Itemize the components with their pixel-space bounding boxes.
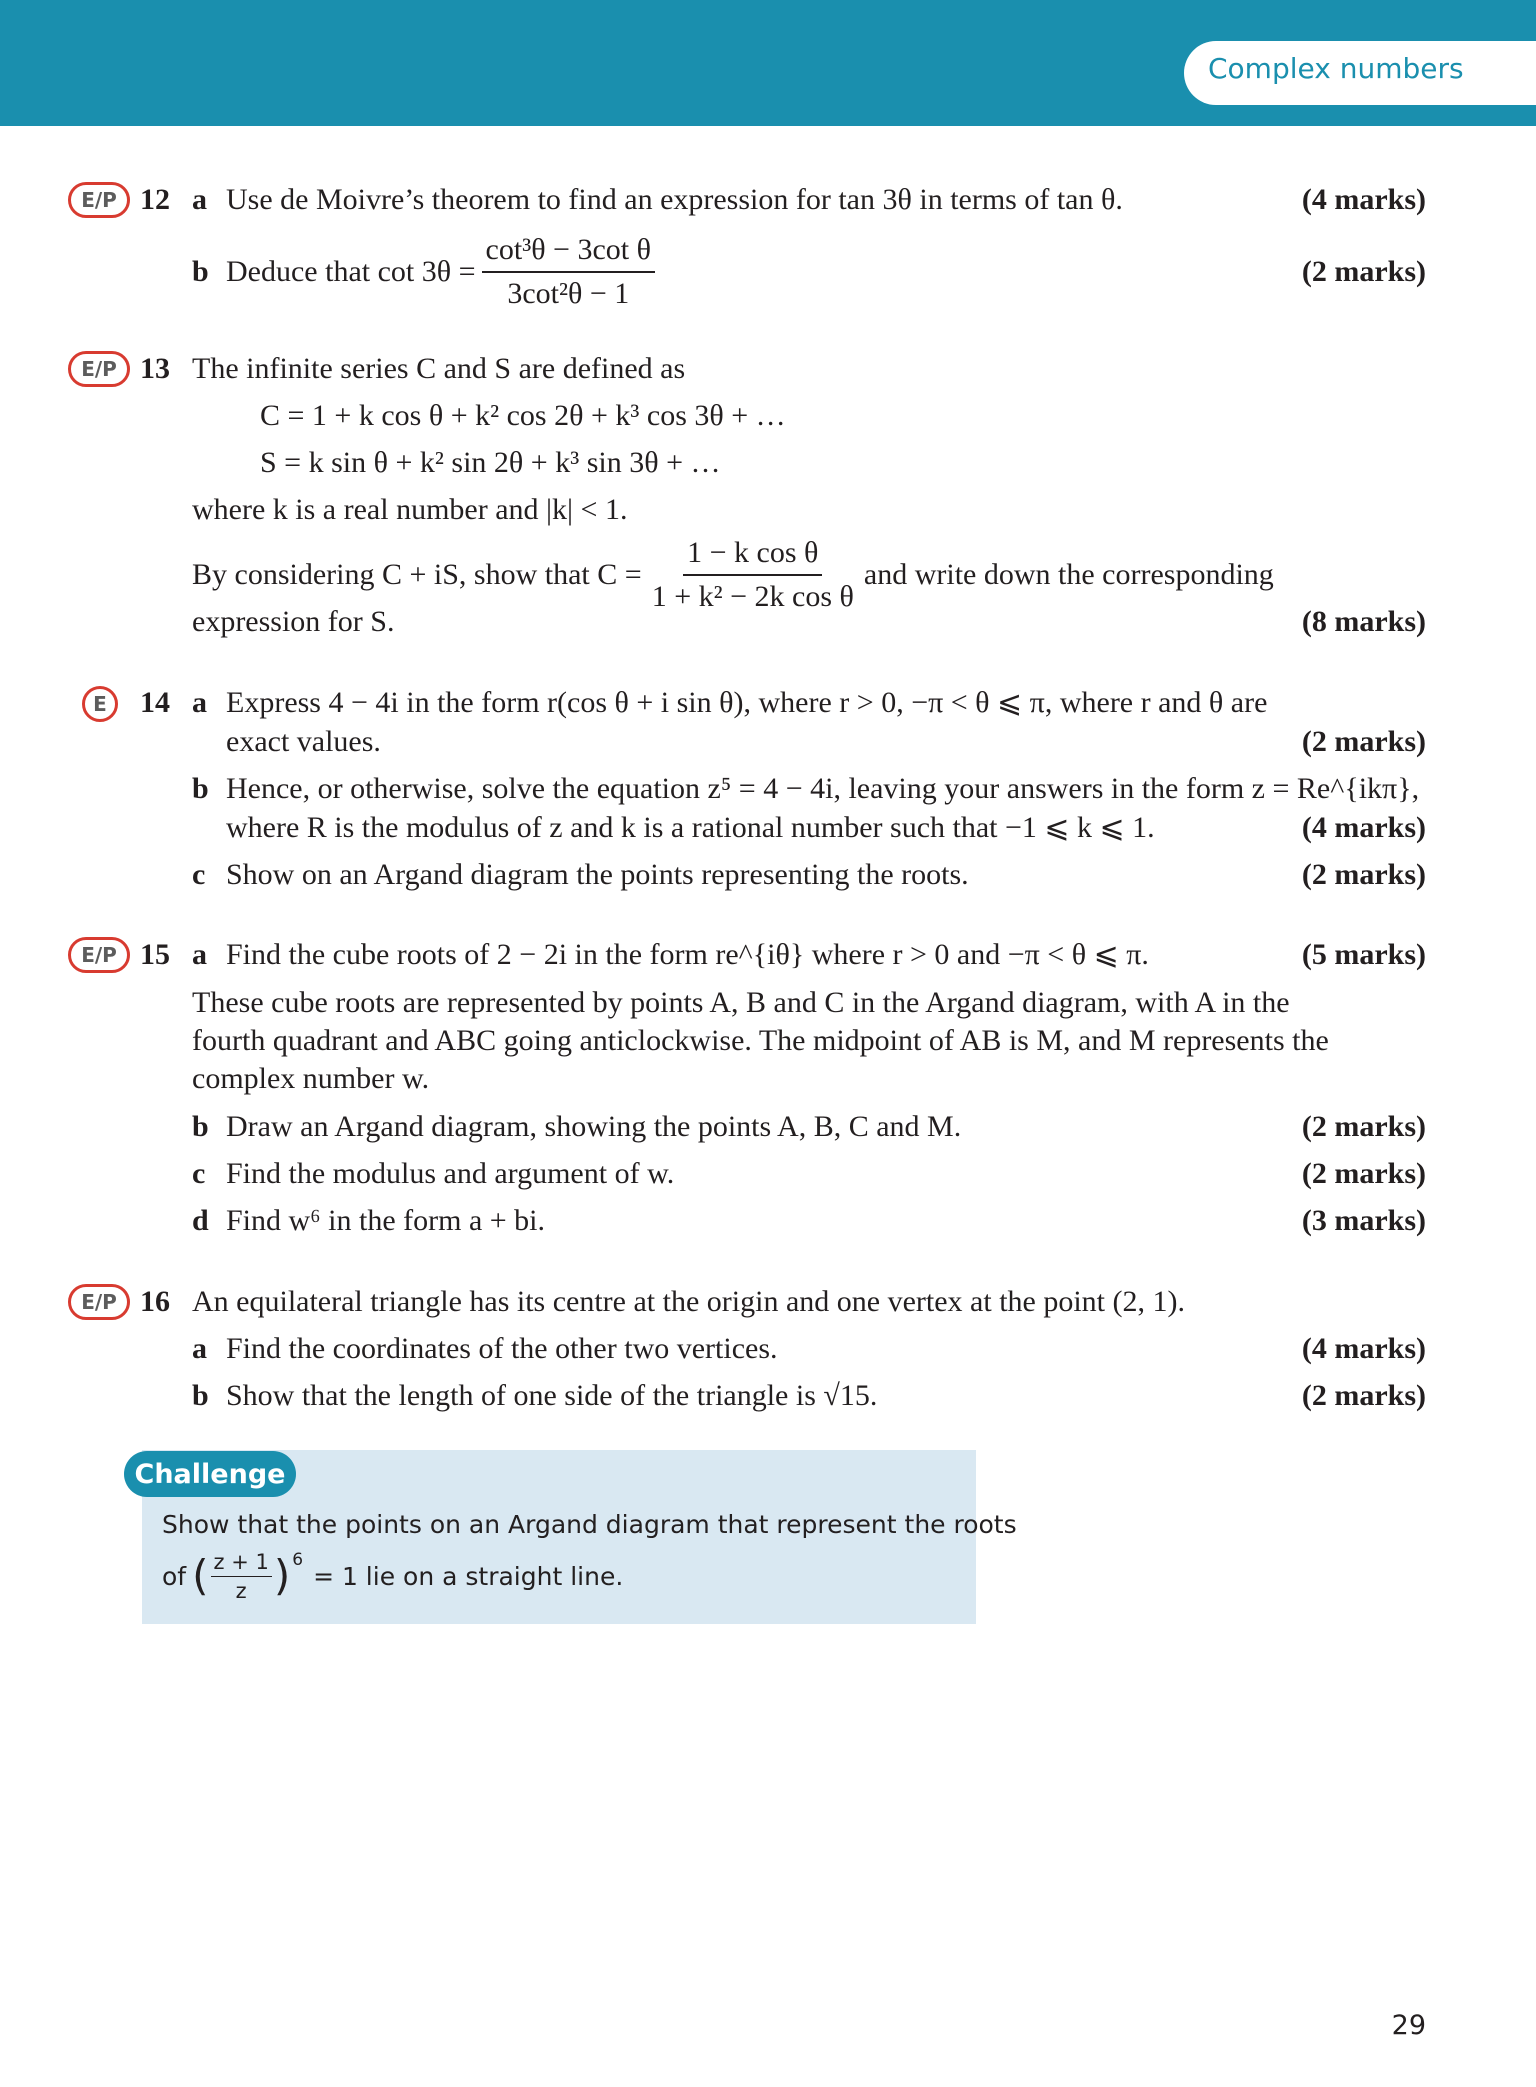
right-paren: ) — [273, 1551, 291, 1600]
part-label: a — [192, 686, 207, 719]
q15b-text: Draw an Argand diagram, showing the points A, B, C and M. — [226, 1110, 962, 1143]
part-label: c — [192, 858, 206, 891]
part-label: a — [192, 1332, 207, 1365]
q13-series-s: S = k sin θ + k² sin 2θ + k³ sin 3θ + … — [260, 446, 721, 479]
q15a-marks: (5 marks) — [1301, 938, 1426, 971]
q16b-marks: (2 marks) — [1301, 1379, 1426, 1412]
fraction-numerator: z + 1 — [211, 1550, 272, 1577]
part-label: d — [192, 1204, 209, 1237]
part-label: b — [192, 1110, 209, 1143]
q13-marks: (8 marks) — [1301, 605, 1426, 638]
q14a-line2: exact values. — [226, 725, 381, 758]
q14b-line2: where R is the modulus of z and k is a rational number such that −1 ⩽ k ⩽ 1. — [226, 811, 1155, 844]
fraction-numerator: cot³θ − 3cot θ — [482, 233, 655, 273]
challenge-rest: = 1 lie on a straight line. — [313, 1561, 624, 1591]
q12b-text — [226, 233, 661, 311]
q15d-marks: (3 marks) — [1301, 1204, 1426, 1237]
q15-paragraph-line2: fourth quadrant and ABC going anticlockwise. The midpoint of AB is M, and M represents the — [192, 1024, 1329, 1057]
exam-problem-badge: E/P — [68, 351, 130, 387]
part-label: b — [192, 1379, 209, 1412]
exam-problem-badge: E/P — [68, 937, 130, 973]
q12a-marks: (4 marks) — [1301, 183, 1426, 216]
q13-fraction — [648, 536, 858, 614]
q13-consider-lead: By considering C + iS, show that C = — [192, 558, 642, 591]
q12a-text: Use de Moivre’s theorem to find an expression for tan 3θ in terms of tan θ. — [226, 183, 1123, 216]
part-label: a — [192, 938, 207, 971]
q13-consider — [192, 536, 1274, 614]
q14b-marks: (4 marks) — [1301, 811, 1426, 844]
exam-problem-badge: E/P — [68, 182, 130, 218]
q14a-line1: Express 4 − 4i in the form r(cos θ + i sin θ), where r > 0, −π < θ ⩽ π, where r and θ are — [226, 686, 1268, 719]
q13-where: where k is a real number and |k| < 1. — [192, 493, 628, 526]
question-number: 13 — [140, 352, 170, 385]
section-title-chip — [1184, 41, 1536, 105]
q16b-text: Show that the length of one side of the triangle is √15. — [226, 1379, 878, 1412]
fraction-denominator: 3cot²θ − 1 — [507, 277, 630, 310]
question-number: 12 — [140, 183, 170, 216]
challenge-title: Challenge — [124, 1451, 296, 1497]
exponent: 6 — [292, 1550, 304, 1570]
question-number: 14 — [140, 686, 170, 719]
part-label: b — [192, 255, 209, 288]
q12b-fraction — [482, 233, 655, 311]
q15d-text: Find w⁶ in the form a + bi. — [226, 1204, 546, 1237]
exam-badge: E — [82, 686, 118, 722]
q16a-text: Find the coordinates of the other two vertices. — [226, 1332, 778, 1365]
challenge-fraction — [211, 1550, 272, 1603]
q14c-text: Show on an Argand diagram the points representing the roots. — [226, 858, 969, 891]
left-paren: ( — [192, 1551, 209, 1600]
q14a-marks: (2 marks) — [1301, 725, 1426, 758]
section-title: Complex numbers — [1208, 52, 1464, 85]
fraction-numerator: 1 − k cos θ — [683, 536, 822, 576]
q13-expression: expression for S. — [192, 605, 395, 638]
q15-paragraph-line1: These cube roots are represented by points A, B and C in the Argand diagram, with A in the — [192, 986, 1290, 1019]
challenge-line2 — [162, 1548, 623, 1604]
q14b-line1: Hence, or otherwise, solve the equation z⁵ = 4 − 4i, leaving your answers in the form z = Re^{ikπ}, — [226, 772, 1420, 805]
question-number: 15 — [140, 938, 170, 971]
challenge-of: of — [162, 1561, 187, 1591]
part-label: c — [192, 1157, 206, 1190]
part-label: a — [192, 183, 207, 216]
q12b-marks: (2 marks) — [1301, 255, 1426, 288]
question-number: 16 — [140, 1285, 170, 1318]
q15-paragraph-line3: complex number w. — [192, 1062, 430, 1095]
fraction-denominator: z — [235, 1578, 247, 1603]
q15c-marks: (2 marks) — [1301, 1157, 1426, 1190]
q13-intro: The infinite series C and S are defined as — [192, 352, 686, 385]
q15a-text: Find the cube roots of 2 − 2i in the form re^{iθ} where r > 0 and −π < θ ⩽ π. — [226, 938, 1149, 971]
q13-consider-tail: and write down the corresponding — [863, 558, 1274, 591]
q15b-marks: (2 marks) — [1301, 1110, 1426, 1143]
q14c-marks: (2 marks) — [1301, 858, 1426, 891]
fraction-denominator: 1 + k² − 2k cos θ — [651, 580, 854, 613]
exam-problem-badge: E/P — [68, 1284, 130, 1320]
q15c-text: Find the modulus and argument of w. — [226, 1157, 675, 1190]
page-number: 29 — [1391, 2010, 1426, 2041]
part-label: b — [192, 772, 209, 805]
q16a-marks: (4 marks) — [1301, 1332, 1426, 1365]
q12b-lead: Deduce that cot 3θ = — [226, 255, 476, 288]
q13-series-c: C = 1 + k cos θ + k² cos 2θ + k³ cos 3θ + … — [260, 399, 786, 432]
q16-intro: An equilateral triangle has its centre at the origin and one vertex at the point (2, 1). — [192, 1285, 1185, 1318]
challenge-line1: Show that the points on an Argand diagram that represent the roots — [162, 1510, 1017, 1539]
